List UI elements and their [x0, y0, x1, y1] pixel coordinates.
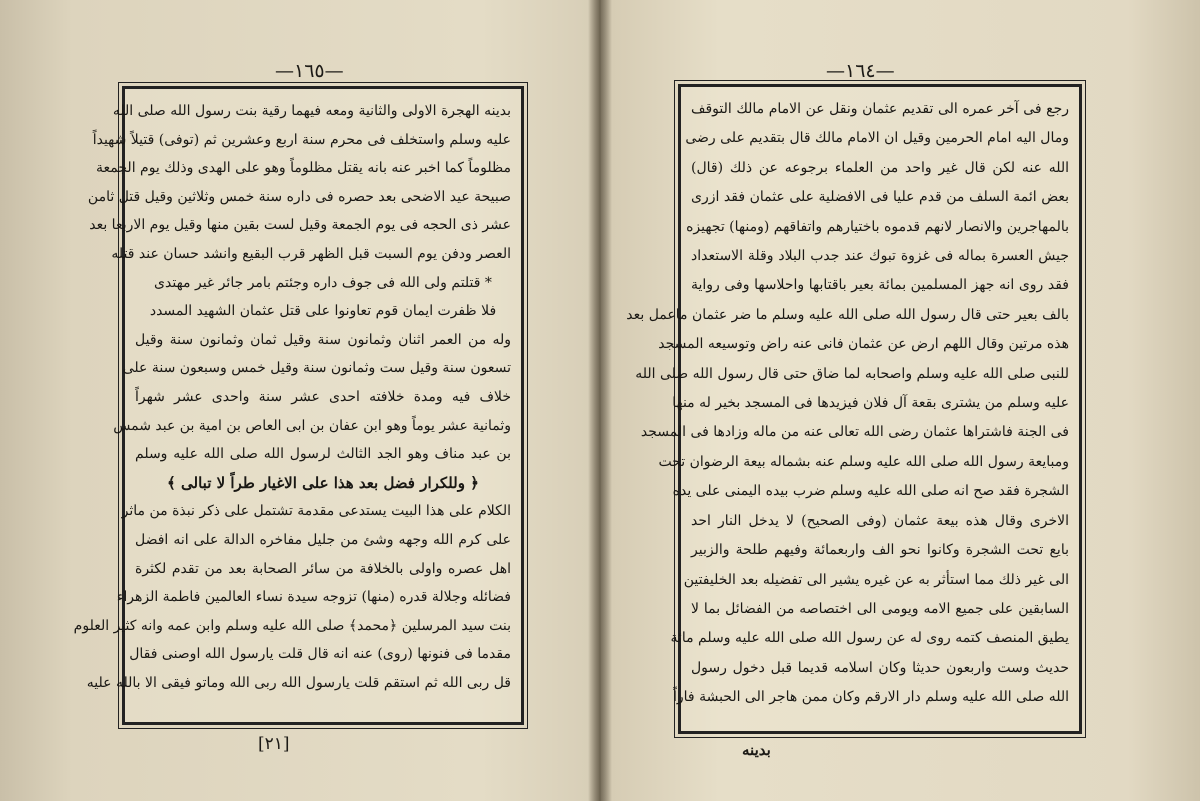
- text-line: مقدما فى فنونها (روى) عنه انه قال قلت يارسول الله اوصنى فقال: [129, 646, 511, 663]
- text-line: عشر ذى الحجه فى يوم الجمعة وقيل لست بقين منها وقيل يوم الاربعا بعد: [89, 217, 511, 234]
- text-line: عليه وسلم من يشترى بقعة آل فلان فيزيدها فى المسجد بخير له منها: [672, 395, 1069, 412]
- text-line: خلاف فيه ومدة خلافته احدى عشر سنة واحدى عشر شهراً: [135, 388, 511, 405]
- text-line: بدينه الهجرة الاولى والثانية ومعه فيهما رقية بنت رسول الله صلى الله: [112, 103, 511, 119]
- text-line: ومبايعة رسول الله صلى الله عليه وسلم عنه بشماله بيعة الرضوان تحت: [658, 453, 1069, 470]
- text-line: العصر ودفن يوم السبت قبل الظهر قرب البقيع وانشد حسان عند قتله: [111, 245, 511, 262]
- text-line: بن عبد مناف وهو الجد الثالث لرسول الله صلى الله عليه وسلم: [135, 446, 511, 463]
- text-line: للنبى صلى الله عليه وسلم واصحابه لما ضاق حتى قال رسول الله صلى الله: [635, 365, 1069, 382]
- right-page: [600, 0, 1200, 801]
- text-line: فى الجنة فاشتراها عثمان رضى الله تعالى عنه من ماله وزادها فى المسجد: [640, 424, 1069, 441]
- text-line: يطيق المنصف كتمه روى له عن رسول الله صلى الله عليه وسلم مائة: [670, 630, 1069, 647]
- text-frame: [626, 84, 1082, 734]
- text-line: الكلام على هذا البيت يستدعى مقدمة تشتمل على ذكر نبذة من ماثر: [121, 503, 511, 520]
- text-line: بالمهاجرين والانصار لانهم قدموه باختيارهم واتفاقهم (ومنها) تجهيزه: [686, 218, 1069, 235]
- text-line: * قتلتم ولى الله فى جوف داره وجئتم بامر جائر غير مهتدى: [154, 274, 492, 291]
- text-line: تسعون سنة وقيل ست وثمانون سنة وقيل خمس وسبعون سنة على: [122, 360, 511, 377]
- text-line: قل ربى الله ثم استقم قلت يارسول الله ربى الله وماتو فيقى الا بالله عليه: [86, 674, 511, 691]
- text-line: بنت سيد المرسلين ﴿محمد﴾ صلى الله عليه وسلم وابن عمه وانه كثير العلوم: [73, 617, 511, 634]
- text-line: حديث وست واربعون حديثا وكان اسلامه قديما قبل دخول رسول: [691, 659, 1069, 676]
- text-line: الى غير ذلك مما استأثر به عن غيره يشير الى تفضيله بعد الخليفتين: [683, 571, 1069, 588]
- text-line: ﴿ وللكرار فضل بعد هذا على الاغيار طراً لا تبالى ﴾: [167, 473, 479, 492]
- text-line: بايع تحت الشجرة وكانوا نحو الف واربعمائة وفيهم طلحة والزبير: [691, 542, 1069, 559]
- text-line: اهل عصره واولى بالخلافة من سائر الصحابة بعد من تقدم لكثرة: [135, 560, 511, 577]
- text-line: عليه وسلم واستخلف فى محرم سنة اربع وعشرين ثم (توفى) قتيلاً شهيداً: [92, 131, 511, 148]
- text-line: رجع فى آخر عمره الى تقديم عثمان ونقل عن الامام مالك التوقف: [691, 101, 1069, 117]
- text-line: مظلوماً كما اخبر عنه بانه يقتل مظلوماً وهو على الهدى وذلك يوم الجمعة: [96, 160, 511, 177]
- signature-number: [٢١]: [258, 734, 290, 754]
- text-line: على كرم الله وجهه وشئ من جليل مفاخره الدالة على انه افضل: [135, 531, 511, 548]
- text-block: [73, 97, 511, 714]
- text-line: الشجرة فقد صح انه صلى الله عليه وسلم ضرب بيده اليمنى على يده: [672, 483, 1069, 500]
- text-line: وله من العمر اثنان وثمانون سنة وقيل ثمان وثمانون سنة وقيل: [135, 331, 511, 348]
- text-line: بعض ائمة السلف من قدم عليا فى الافضلية على عثمان فقد ازرى: [691, 189, 1069, 206]
- text-line: الله صلى الله عليه وسلم دار الارقم وكان ممن هاجر الى الحبشة فاراً: [673, 689, 1069, 706]
- page-number: —١٦٥—: [275, 60, 344, 82]
- text-line: فلا ظفرت ايمان قوم تعاونوا على قتل عثمان الشهيد المسدد: [149, 303, 497, 320]
- catchword: بدينه: [742, 741, 771, 759]
- text-line: فضائله وجلالة قدره (منها) تزوجه سيدة نساء العالمين فاطمة الزهراء: [116, 589, 511, 606]
- text-line: الاخرى وقال هذه بيعة عثمان (وفى الصحيح) لا يدخل النار احد: [691, 512, 1069, 529]
- text-line: فقد روى انه جهز المسلمين بمائة بعير باقتابها واحلاسها وفى رواية: [691, 277, 1069, 294]
- text-block: [626, 95, 1069, 723]
- gutter-shadow: [588, 0, 612, 801]
- text-line: وثمانية عشر يوماً وهو ابن عفان بن ابى العاص بن امية بن عبد شمس: [113, 417, 511, 434]
- page-number: —١٦٤—: [826, 60, 895, 82]
- text-line: جيش العسرة بماله فى غزوة تبوك عند جدب البلاد وقلة الاستعداد: [691, 248, 1069, 265]
- text-line: الله عنه لكن قال غير واحد من العلماء برجوعه عن ذلك (قال): [691, 159, 1069, 176]
- text-frame: [73, 86, 524, 725]
- text-line: صبيحة عيد الاضحى بعد حصره فى داره سنة خمس وثلاثين وقيل قتل ثامن: [87, 188, 511, 205]
- text-line: هذه مرتين وقال اللهم ارض عن عثمان فانى عنه راض وتوسيعه المسجد: [658, 336, 1069, 353]
- text-line: ومال اليه امام الحرمين وقيل ان الامام مالك قال بتقديم على رضى: [685, 130, 1069, 147]
- text-line: السابقين على جميع الامه ويومى الى اختصاصه من الفضائل بما لا: [691, 600, 1069, 617]
- text-line: بالف بعير حتى قال رسول الله صلى الله عليه وسلم ما ضر عثمان ماعمل بعد: [626, 306, 1069, 323]
